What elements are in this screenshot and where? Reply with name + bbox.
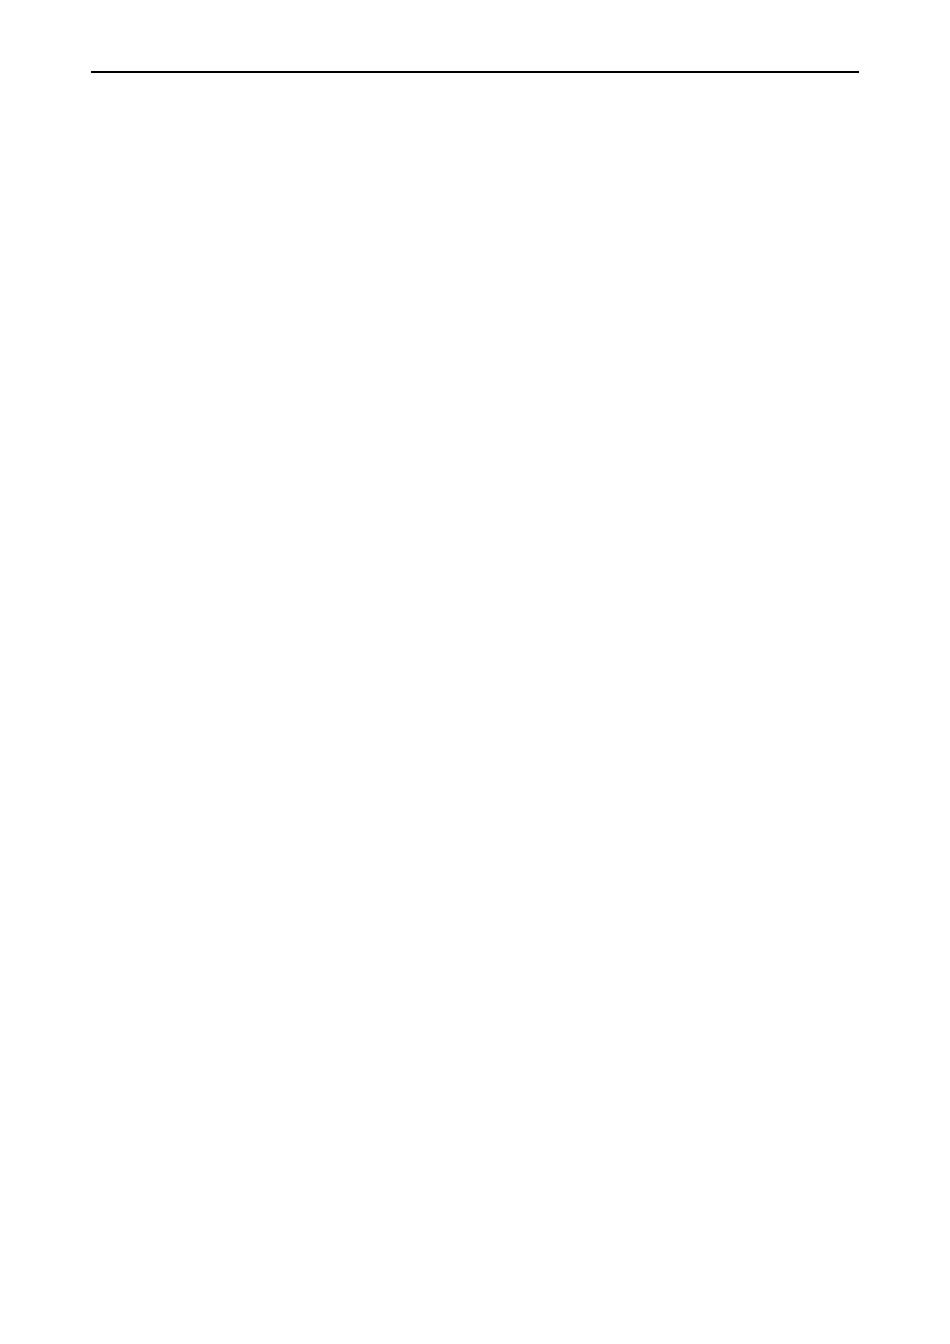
page-header bbox=[91, 71, 859, 73]
lesson-title bbox=[91, 90, 859, 130]
document-body bbox=[91, 94, 859, 130]
